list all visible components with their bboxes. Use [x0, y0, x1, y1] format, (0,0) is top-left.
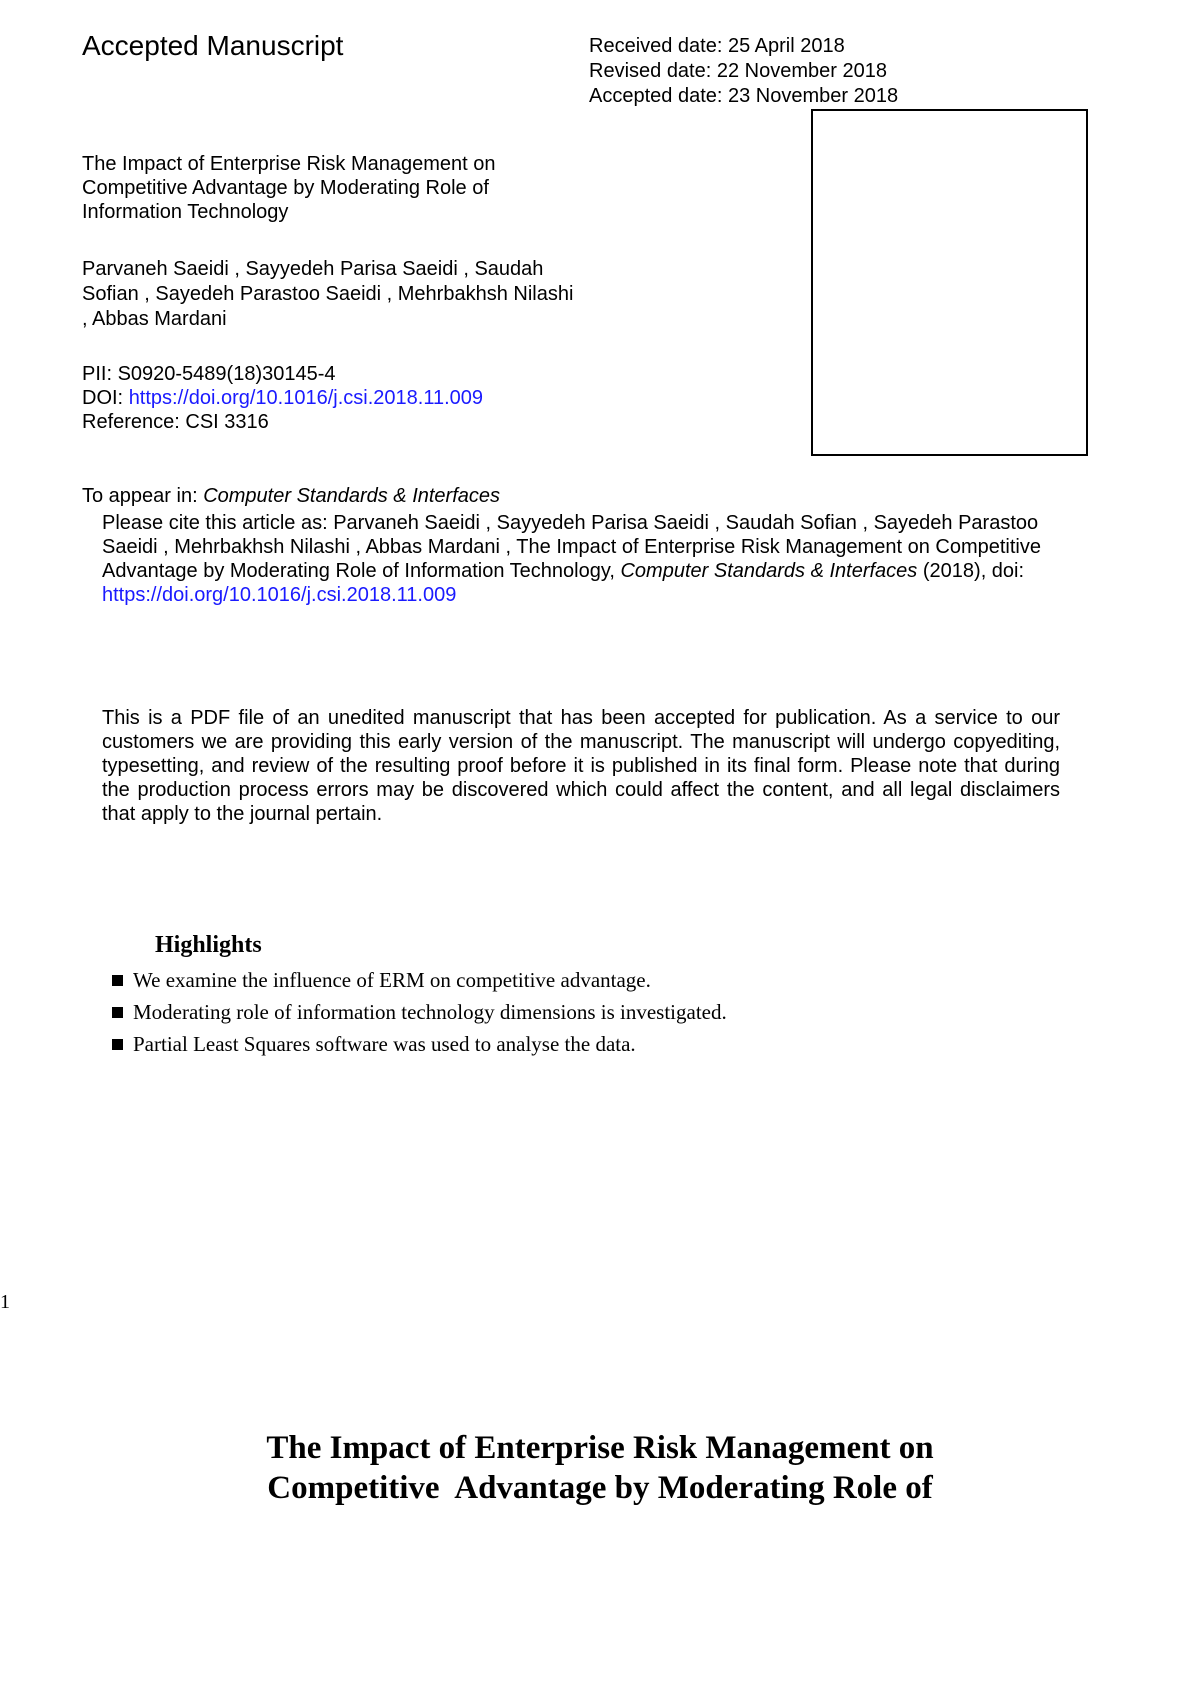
- manuscript-dates: [589, 34, 898, 109]
- doi-line: [82, 386, 483, 410]
- highlight-item: [112, 1028, 727, 1060]
- page-number: 1: [0, 1291, 10, 1313]
- highlight-text: We examine the influence of ERM on competitive advantage.: [133, 968, 651, 992]
- highlight-item: [112, 964, 727, 996]
- revised-date: Revised date: 22 November 2018: [589, 60, 887, 82]
- to-appear-in: [82, 484, 500, 508]
- to-appear-journal: Computer Standards & Interfaces: [203, 485, 501, 507]
- square-bullet-icon: [112, 1039, 123, 1050]
- unedited-manuscript-notice: This is a PDF file of an unedited manuscript that has been accepted for publication. As a service to our customers we are providing this early version of the manuscript. The manuscript will undergo copyediting, typesetting, and review of the resulting proof before it is published in its final form. Please note that during the production process errors may be discovered which could affect the content, and all legal disclaimers that apply to the journal pertain.: [102, 707, 1060, 825]
- highlights-heading: Highlights: [155, 932, 262, 958]
- highlight-text: Moderating role of information technology dimensions is investigated.: [133, 1000, 727, 1024]
- pii: PII: S0920-5489(18)30145-4: [82, 363, 336, 385]
- cover-image-placeholder: [811, 109, 1088, 456]
- citation-prefix: Please cite this article as: Parvaneh Saeidi , Sayyedeh Parisa Saeidi , Saudah Sofian , Sayedeh Parastoo Saeidi , Mehrbakhsh Nilashi , Abbas Mardani , The Impact of Enterprise Risk Management on Competitive Advantage by Moderating Role of Information Technology,: [102, 512, 1041, 582]
- doi-label: DOI:: [82, 387, 124, 409]
- accepted-manuscript-label: Accepted Manuscript: [82, 30, 344, 61]
- doi-link[interactable]: https://doi.org/10.1016/j.csi.2018.11.009: [128, 387, 484, 409]
- accepted-date: Accepted date: 23 November 2018: [589, 85, 899, 107]
- highlight-item: [112, 996, 727, 1028]
- square-bullet-icon: [112, 975, 123, 986]
- manuscript-title: The Impact of Enterprise Risk Management on Competitive Advantage by Moderating Role of Information Technology: [82, 153, 496, 223]
- citation-journal: Computer Standards & Interfaces: [620, 560, 918, 582]
- highlights-list: [112, 964, 727, 1060]
- citation-doi-link[interactable]: https://doi.org/10.1016/j.csi.2018.11.009: [102, 584, 457, 606]
- reference: Reference: CSI 3316: [82, 411, 269, 433]
- paper-title: [150, 1428, 1050, 1508]
- citation-year-doi: (2018), doi:: [922, 560, 1025, 582]
- paper-title-line: The Impact of Enterprise Risk Management on: [266, 1430, 934, 1466]
- manuscript-authors: Parvaneh Saeidi , Sayyedeh Parisa Saeidi , Saudah Sofian , Sayedeh Parastoo Saeidi , Mehrbakhsh Nilashi , Abbas Mardani: [82, 258, 574, 330]
- received-date: Received date: 25 April 2018: [589, 35, 845, 57]
- to-appear-label: To appear in:: [82, 485, 198, 507]
- highlight-text: Partial Least Squares software was used to analyse the data.: [133, 1032, 636, 1056]
- citation-block: [102, 511, 1062, 607]
- paper-title-line: Competitive Advantage by Moderating Role of: [267, 1470, 933, 1506]
- manuscript-identifiers: [82, 362, 483, 434]
- square-bullet-icon: [112, 1007, 123, 1018]
